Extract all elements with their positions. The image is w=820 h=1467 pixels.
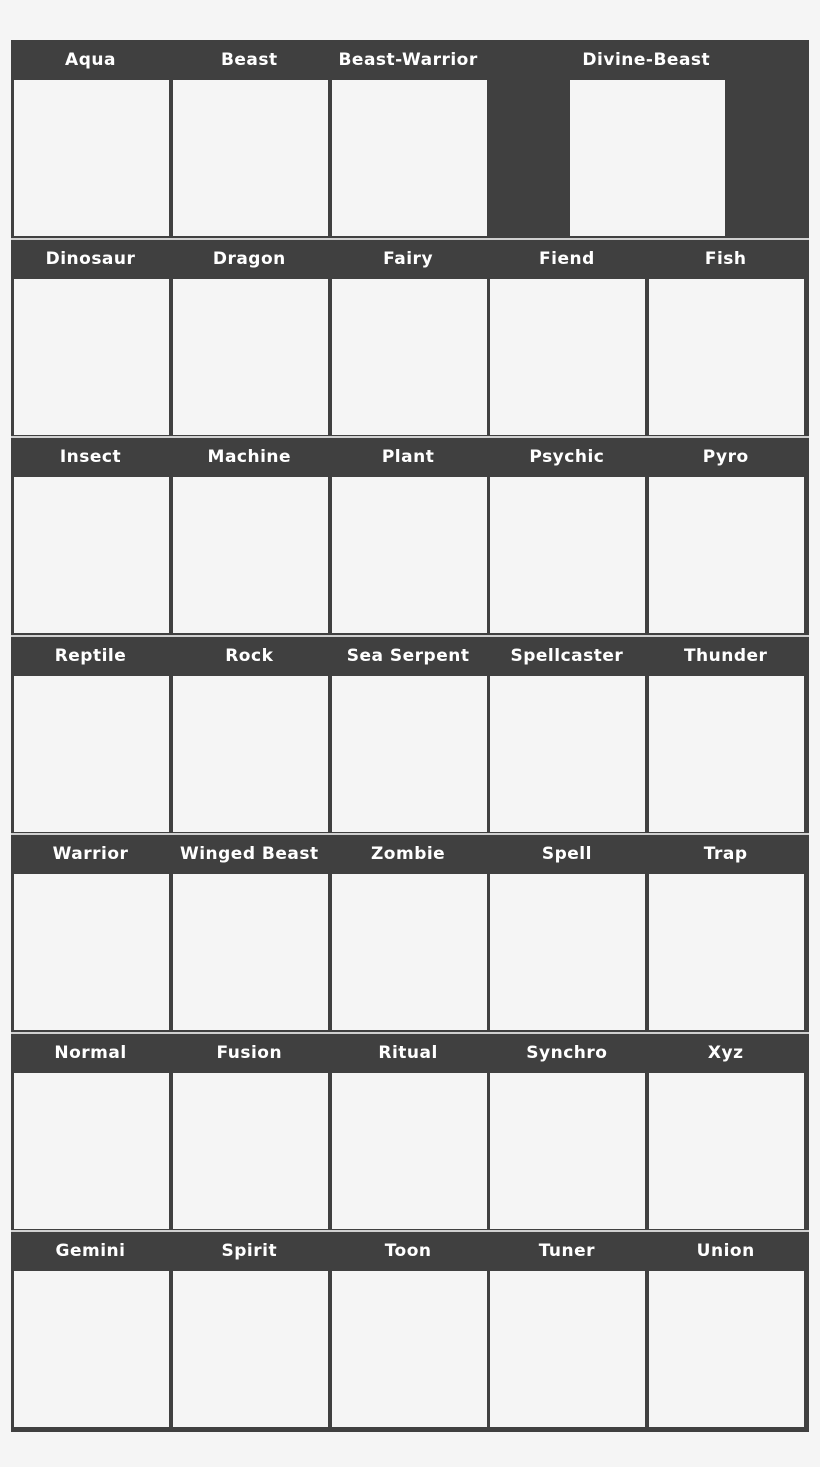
category-label-fusion: Fusion [216,1042,283,1063]
category-slot-ritual[interactable] [332,1073,487,1229]
category-slot-trap[interactable] [649,874,804,1030]
category-label-insect: Insect [59,447,122,467]
category-row [11,637,809,837]
category-row [11,835,809,1035]
category-label-sea-serpent: Sea Serpent [346,645,470,666]
category-slot-normal[interactable] [14,1073,169,1229]
category-slot-pyro[interactable] [649,477,804,633]
category-slot-sea-serpent[interactable] [332,676,487,832]
category-slot-fusion[interactable] [173,1073,328,1229]
category-slot-rock[interactable] [173,676,328,832]
category-label-beast-warrior: Beast-Warrior [338,50,478,70]
category-slot-beast-warrior[interactable] [332,80,487,236]
category-slot-machine[interactable] [173,477,328,633]
category-label-union: Union [696,1241,755,1261]
category-slot-plant[interactable] [332,477,487,633]
category-label-gemini: Gemini [55,1241,126,1261]
category-label-normal: Normal [54,1042,127,1063]
category-label-tuner: Tuner [538,1241,596,1261]
category-label-toon: Toon [384,1241,432,1261]
category-slot-toon[interactable] [332,1271,487,1427]
category-label-xyz: Xyz [707,1042,744,1063]
category-slot-fairy[interactable] [332,279,487,435]
category-slot-fish[interactable] [649,279,804,435]
category-slot-gemini[interactable] [14,1271,169,1427]
category-label-fish: Fish [704,248,747,269]
category-slot-dinosaur[interactable] [14,279,169,435]
category-slot-insect[interactable] [14,477,169,633]
category-label-spell: Spell [541,844,592,864]
category-label-divine-beast: Divine-Beast [582,50,711,70]
category-label-thunder: Thunder [683,645,768,666]
row-divider [11,238,809,240]
category-label-psychic: Psychic [529,447,605,467]
category-label-machine: Machine [207,447,292,467]
category-label-spellcaster: Spellcaster [510,645,624,666]
category-label-ritual: Ritual [378,1042,438,1063]
category-row [11,240,809,440]
category-label-synchro: Synchro [526,1042,608,1063]
category-label-aqua: Aqua [65,50,116,70]
category-slot-warrior[interactable] [14,874,169,1030]
category-slot-beast[interactable] [173,80,328,236]
category-label-warrior: Warrior [52,844,129,864]
category-slot-synchro[interactable] [490,1073,645,1229]
category-slot-dragon[interactable] [173,279,328,435]
category-slot-spell[interactable] [490,874,645,1030]
category-label-fiend: Fiend [539,248,595,269]
category-slot-divine-beast[interactable] [570,80,725,236]
category-slot-aqua[interactable] [14,80,169,236]
category-label-beast: Beast [220,50,278,70]
row-divider [11,1230,809,1232]
category-slot-thunder[interactable] [649,676,804,832]
category-row [11,1034,809,1234]
category-label-trap: Trap [703,844,748,864]
category-row [11,41,809,241]
category-slot-zombie[interactable] [332,874,487,1030]
category-row [11,1232,809,1432]
category-label-fairy: Fairy [383,248,434,269]
category-slot-tuner[interactable] [490,1271,645,1427]
category-slot-spirit[interactable] [173,1271,328,1427]
category-slot-fiend[interactable] [490,279,645,435]
category-slot-winged-beast[interactable] [173,874,328,1030]
category-row [11,438,809,638]
category-board [11,40,809,1432]
category-slot-reptile[interactable] [14,676,169,832]
category-label-plant: Plant [381,447,435,467]
category-slot-union[interactable] [649,1271,804,1427]
category-slot-spellcaster[interactable] [490,676,645,832]
row-divider [11,833,809,835]
category-slot-psychic[interactable] [490,477,645,633]
category-label-rock: Rock [225,645,274,666]
row-divider [11,635,809,637]
row-divider [11,1032,809,1034]
category-slot-xyz[interactable] [649,1073,804,1229]
category-label-winged-beast: Winged Beast [179,844,319,864]
category-label-dragon: Dragon [212,248,286,269]
row-divider [11,436,809,438]
category-label-spirit: Spirit [221,1241,278,1261]
category-label-zombie: Zombie [370,844,446,864]
category-label-pyro: Pyro [702,447,749,467]
category-label-reptile: Reptile [54,645,127,666]
category-label-dinosaur: Dinosaur [45,248,136,269]
